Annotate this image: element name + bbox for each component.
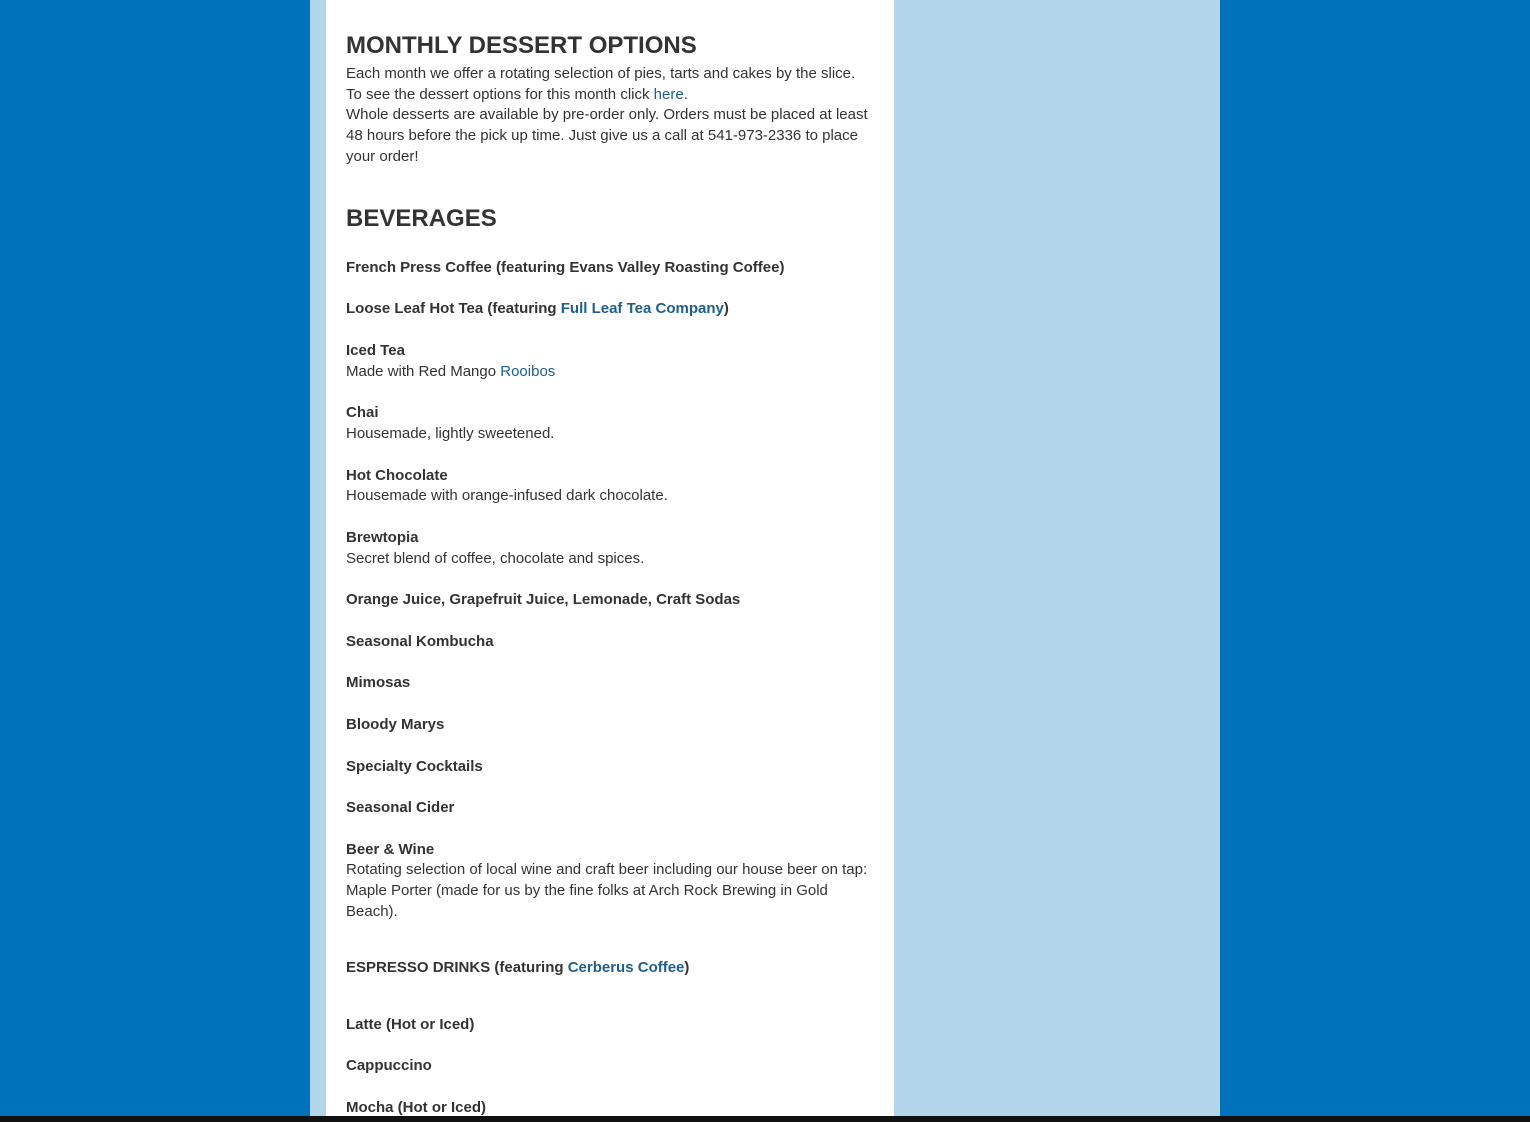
espresso-heading: [346, 957, 874, 978]
bottom-bar: [0, 1116, 1530, 1122]
beverage-seasonal-cider: Seasonal Cider: [346, 799, 455, 816]
page-wrapper: [310, 0, 1220, 1116]
espresso-latte: Latte (Hot or Iced): [346, 1016, 475, 1033]
full-leaf-tea-link[interactable]: Full Leaf Tea Company: [560, 300, 724, 317]
espresso-heading-suffix: ): [684, 959, 690, 976]
beverage-bloody-marys: Bloody Marys: [346, 716, 445, 733]
beverage-mimosas: Mimosas: [346, 674, 411, 691]
dessert-link-prefix: To see the dessert options for this month click: [346, 86, 654, 103]
whole-desserts-line-3: your order!: [346, 148, 419, 165]
dessert-link-suffix: .: [683, 86, 688, 103]
beverages-heading: BEVERAGES: [346, 205, 497, 232]
cerberus-coffee-link[interactable]: Cerberus Coffee: [567, 959, 685, 976]
espresso-mocha: Mocha (Hot or Iced): [346, 1099, 487, 1116]
beverage-brewtopia-title: Brewtopia: [346, 529, 419, 546]
dessert-heading: MONTHLY DESSERT OPTIONS: [346, 32, 697, 59]
espresso-cappuccino: Cappuccino: [346, 1057, 432, 1074]
beer-wine-desc-line-1: Rotating selection of local wine and craft beer including our house beer on tap:: [346, 861, 868, 878]
espresso-heading-prefix: ESPRESSO DRINKS (featuring: [346, 959, 568, 976]
dessert-description: Each month we offer a rotating selection of pies, tarts and cakes by the slice.: [346, 65, 856, 82]
beverage-iced-tea-desc: [346, 361, 874, 382]
rooibos-link[interactable]: Rooibos: [500, 363, 556, 380]
loose-leaf-prefix: Loose Leaf Hot Tea (featuring: [346, 300, 561, 317]
beverage-kombucha: Seasonal Kombucha: [346, 633, 494, 650]
beverage-juices: Orange Juice, Grapefruit Juice, Lemonade, Craft Sodas: [346, 591, 741, 608]
main-content: [326, 0, 894, 1116]
beer-wine-desc-line-3: Beach).: [346, 903, 398, 920]
beverage-hot-chocolate-title: Hot Chocolate: [346, 467, 448, 484]
beverage-hot-chocolate-desc: Housemade with orange-infused dark chocolate.: [346, 487, 668, 504]
whole-desserts-line-1: Whole desserts are available by pre-order only. Orders must be placed at least: [346, 106, 868, 123]
beverage-chai-desc: Housemade, lightly sweetened.: [346, 425, 555, 442]
dessert-link-line: [346, 84, 874, 105]
beer-wine-desc-line-2: Maple Porter (made for us by the fine folks at Arch Rock Brewing in Gold: [346, 882, 828, 899]
beverage-french-press: French Press Coffee (featuring Evans Valley Roasting Coffee): [346, 259, 785, 276]
beverage-chai-title: Chai: [346, 404, 379, 421]
whole-desserts-line-2: 48 hours before the pick up time. Just give us a call at 541-973-2336 to place: [346, 127, 858, 144]
beverage-iced-tea-title: Iced Tea: [346, 342, 405, 359]
dessert-options-link[interactable]: here: [653, 86, 684, 103]
beverage-loose-leaf-tea: [346, 298, 874, 319]
beverage-specialty-cocktails: Specialty Cocktails: [346, 758, 483, 775]
beverage-brewtopia-desc: Secret blend of coffee, chocolate and spices.: [346, 550, 645, 567]
iced-tea-desc-prefix: Made with Red Mango: [346, 363, 501, 380]
loose-leaf-suffix: ): [723, 300, 729, 317]
beverage-beer-wine-title: Beer & Wine: [346, 841, 435, 858]
